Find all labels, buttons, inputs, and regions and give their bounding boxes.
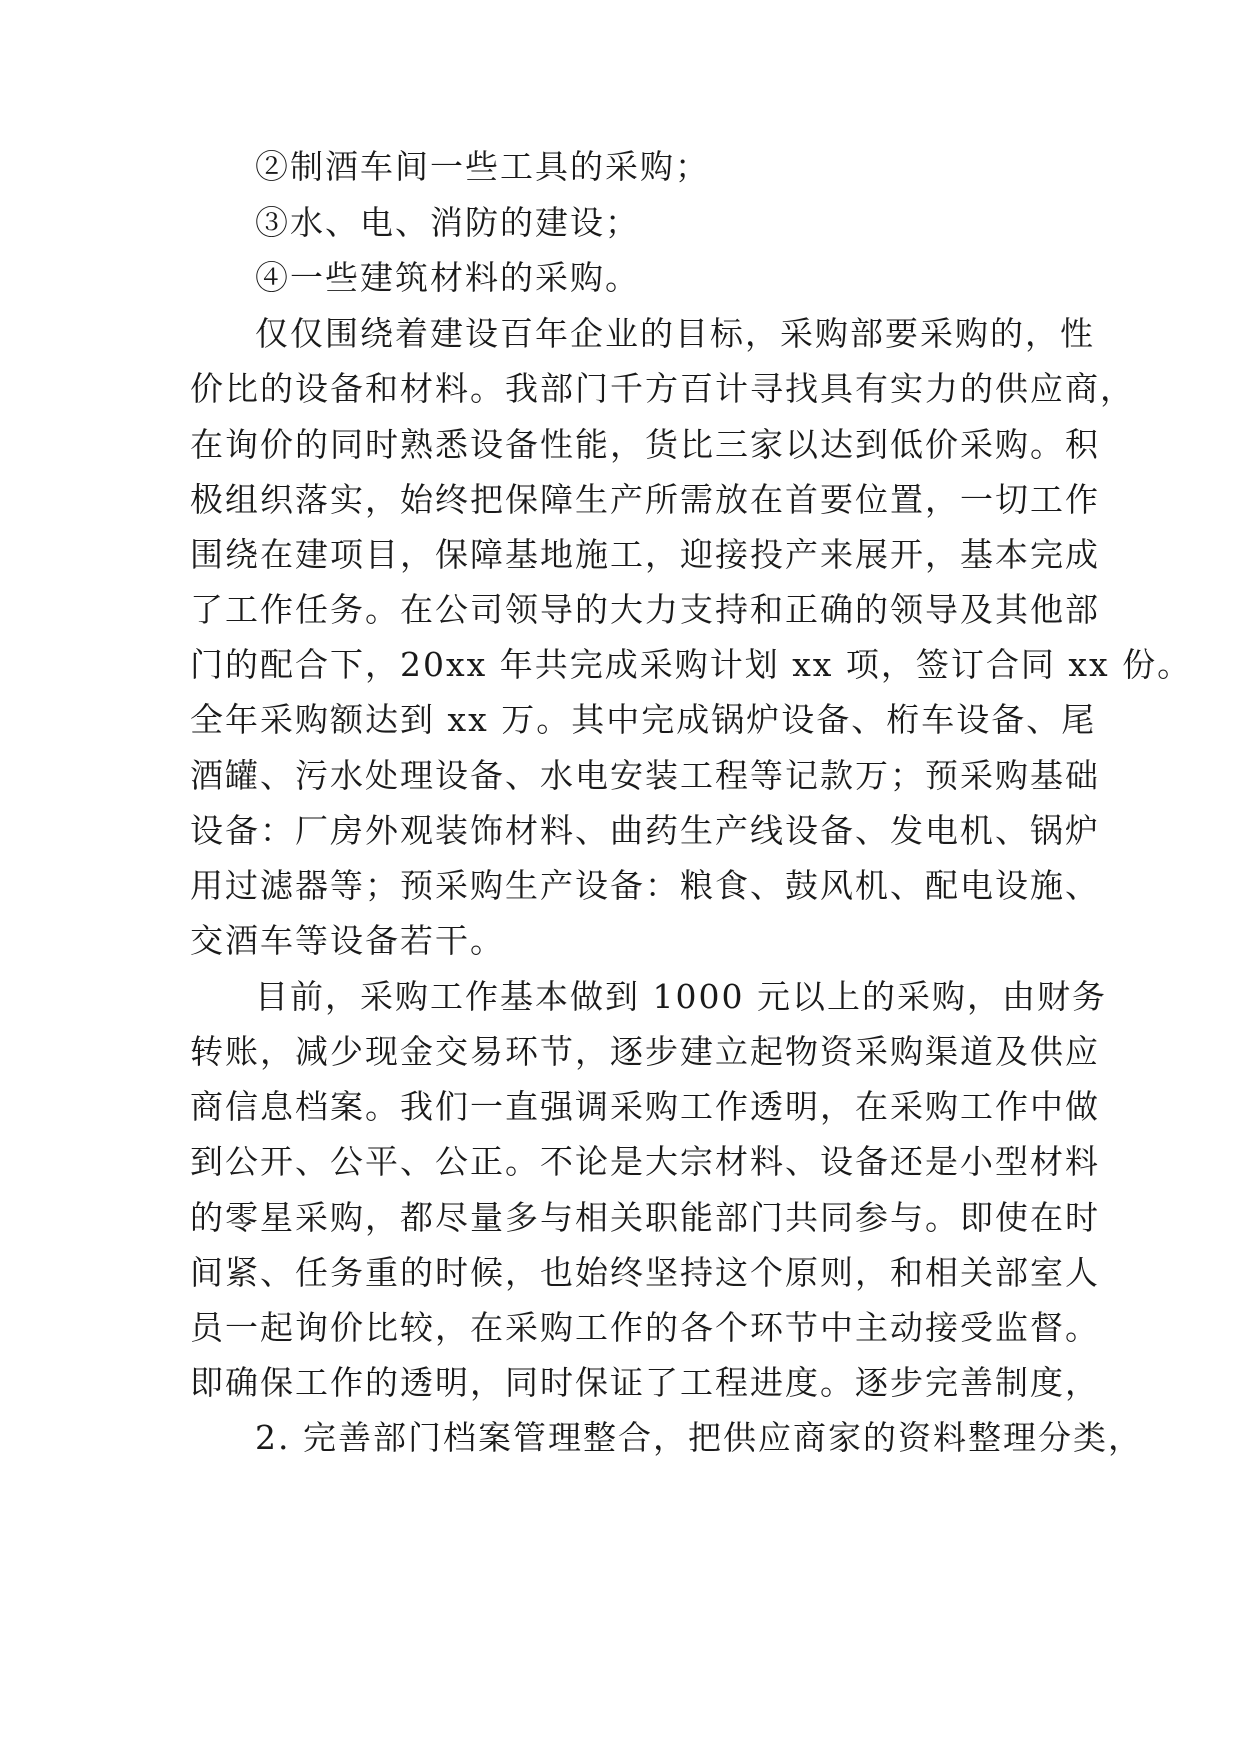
paragraph-line: 即确保工作的透明，同时保证了工程进度。逐步完善制度， bbox=[190, 1363, 1100, 1402]
paragraph-line: 间紧、任务重的时候，也始终坚持这个原则，和相关部室人 bbox=[190, 1253, 1100, 1292]
paragraph-line: 设备：厂房外观装饰材料、曲药生产线设备、发电机、锅炉 bbox=[190, 811, 1100, 850]
paragraph-line: 用过滤器等；预采购生产设备：粮食、鼓风机、配电设施、 bbox=[190, 866, 1100, 905]
paragraph-line: 了工作任务。在公司领导的大力支持和正确的领导及其他部 bbox=[190, 590, 1100, 629]
list-item-4: ④一些建筑材料的采购。 bbox=[255, 258, 640, 297]
paragraph-line: 围绕在建项目，保障基地施工，迎接投产来展开，基本完成 bbox=[190, 535, 1100, 574]
paragraph-line: 酒罐、污水处理设备、水电安装工程等记款万；预采购基础 bbox=[190, 756, 1100, 795]
section-heading: 2. 完善部门档案管理整合，把供应商家的资料整理分类， bbox=[255, 1418, 1143, 1457]
paragraph-line: 的零星采购，都尽量多与相关职能部门共同参与。即使在时 bbox=[190, 1198, 1100, 1237]
paragraph-line: 交酒车等设备若干。 bbox=[190, 921, 505, 960]
paragraph-line: 全年采购额达到 xx 万。其中完成锅炉设备、桁车设备、尾 bbox=[190, 700, 1097, 739]
paragraph-line: 在询价的同时熟悉设备性能，货比三家以达到低价采购。积 bbox=[190, 425, 1100, 464]
paragraph-line: 仅仅围绕着建设百年企业的目标，采购部要采购的，性 bbox=[255, 314, 1095, 353]
paragraph-line: 价比的设备和材料。我部门千方百计寻找具有实力的供应商， bbox=[190, 369, 1135, 408]
paragraph-line: 转账，减少现金交易环节，逐步建立起物资采购渠道及供应 bbox=[190, 1032, 1100, 1071]
list-item-3: ③水、电、消防的建设； bbox=[255, 203, 640, 242]
paragraph-line: 门的配合下，20xx 年共完成采购计划 xx 项，签订合同 xx 份。 bbox=[190, 645, 1193, 684]
paragraph-line: 极组织落实，始终把保障生产所需放在首要位置，一切工作 bbox=[190, 480, 1100, 519]
list-item-2: ②制酒车间一些工具的采购； bbox=[255, 147, 710, 186]
paragraph-line: 到公开、公平、公正。不论是大宗材料、设备还是小型材料 bbox=[190, 1142, 1100, 1181]
paragraph-line: 目前，采购工作基本做到 1000 元以上的采购，由财务 bbox=[255, 977, 1107, 1016]
paragraph-line: 商信息档案。我们一直强调采购工作透明，在采购工作中做 bbox=[190, 1087, 1100, 1126]
paragraph-line: 员一起询价比较，在采购工作的各个环节中主动接受监督。 bbox=[190, 1308, 1100, 1347]
